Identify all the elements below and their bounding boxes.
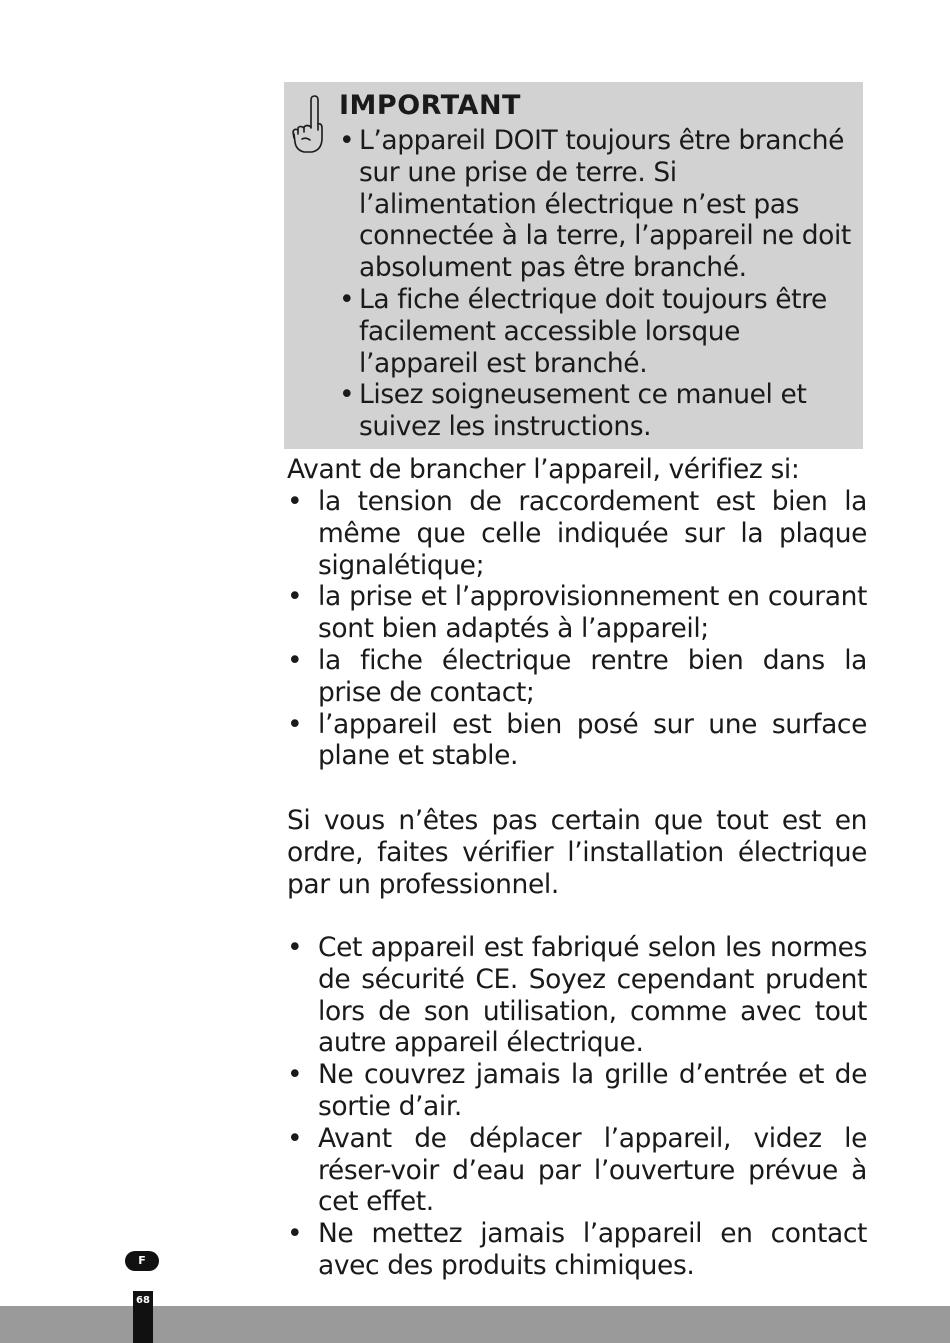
notice-paragraph: Si vous n’êtes pas certain que tout est en ordre, faites vérifier l’installation électrique par un professionnel.	[287, 805, 867, 900]
page-tab	[133, 1291, 153, 1343]
check-item	[287, 645, 867, 709]
safety-item-text: Cet appareil est fabriqué selon les normes de sécurité CE. Soyez cependant prudent lors de son utilisation, comme avec tout autre appareil électrique.	[318, 932, 867, 1059]
bullet: •	[339, 379, 355, 411]
important-item	[339, 284, 857, 379]
safety-item-text: Avant de déplacer l’appareil, videz le réser-voir d’eau par l’ouverture prévue à cet effet.	[318, 1122, 867, 1218]
safety-item	[287, 1059, 867, 1123]
important-title: IMPORTANT	[339, 90, 521, 121]
important-item-text: Lisez soigneusement ce manuel et suivez les instructions.	[359, 379, 807, 443]
check-item-text: la prise et l’approvisionnement en courant sont bien adaptés à l’appareil;	[318, 581, 867, 645]
check-item-text: l’appareil est bien posé sur une surface plane et stable.	[318, 708, 867, 772]
important-notice-box	[284, 82, 863, 449]
bullet: •	[287, 932, 303, 963]
bullet: •	[287, 1122, 303, 1154]
check-item	[287, 581, 867, 645]
bullet: •	[287, 1218, 303, 1250]
bullet: •	[287, 708, 303, 740]
check-intro: Avant de brancher l’appareil, vérifiez si:	[287, 454, 800, 485]
check-item-text: la tension de raccordement est bien la même que celle indiquée sur la plaque signalétique;	[318, 486, 867, 581]
bullet: •	[339, 125, 355, 156]
page-number: 68	[136, 1295, 150, 1306]
bullet: •	[339, 283, 355, 315]
important-item-text: La fiche électrique doit toujours être facilement accessible lorsque l’appareil est branché.	[359, 283, 827, 379]
safety-item	[287, 1218, 867, 1282]
check-list	[287, 486, 867, 772]
important-item	[339, 379, 857, 443]
safety-item	[287, 932, 867, 1059]
important-list	[339, 125, 857, 443]
pointing-hand-icon	[290, 94, 326, 156]
check-item	[287, 486, 867, 581]
bullet: •	[287, 581, 303, 613]
important-item-text: L’appareil DOIT toujours être branché sur une prise de terre. Si l’alimentation électrique n’est pas connectée à la terre, l’appareil ne doit absolument pas être branché.	[359, 125, 851, 284]
language-badge: F	[125, 1251, 159, 1271]
safety-item	[287, 1123, 867, 1218]
bullet: •	[287, 486, 303, 517]
bullet: •	[287, 1059, 303, 1091]
check-item	[287, 709, 867, 773]
safety-item-text: Ne mettez jamais l’appareil en contact avec des produits chimiques.	[318, 1218, 867, 1281]
bullet: •	[287, 644, 303, 676]
safety-item-text: Ne couvrez jamais la grille d’entrée et de sortie d’air.	[318, 1059, 867, 1122]
check-item-text: la fiche électrique rentre bien dans la prise de contact;	[318, 644, 867, 708]
safety-list	[287, 932, 867, 1282]
important-item	[339, 125, 857, 284]
